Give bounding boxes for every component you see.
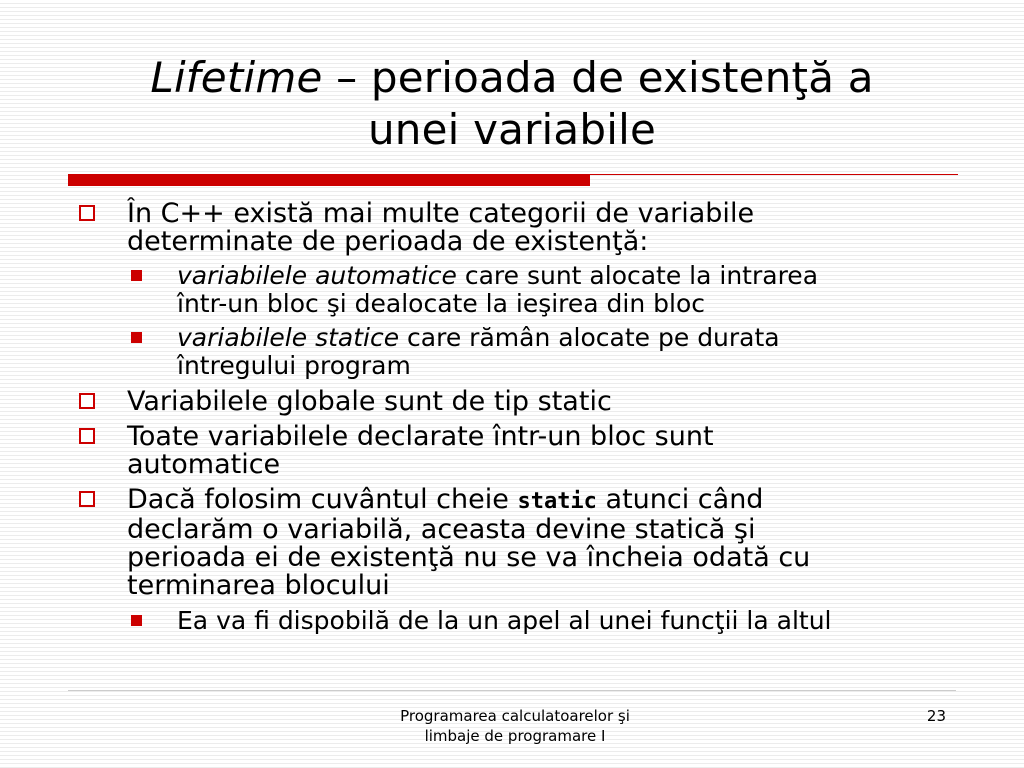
bullet-text-post: atunci când — [596, 484, 764, 515]
bullet-block-variables — [127, 423, 714, 479]
keyword-static: static — [517, 489, 597, 514]
subbullet-text-line: într-un bloc şi dealocate la ieşirea din bloc — [177, 289, 706, 318]
page-number: 23 — [926, 707, 946, 725]
footer-line: Programarea calculatoarelor şi — [400, 707, 630, 725]
bullet-text-line: Variabilele globale sunt de tip static — [127, 386, 612, 417]
bullet-static-keyword — [127, 486, 810, 600]
subbullet-text-line: Ea va fi dispobilă de la un apel al unei funcţii la altul — [177, 606, 832, 635]
bullet-text-line: determinate de perioada de existenţă: — [127, 226, 649, 257]
title-line2: unei variabile — [367, 105, 656, 154]
bullet-text-line: automatice — [127, 449, 281, 480]
subbullet-text-line — [177, 262, 818, 290]
footer-line: limbaje de programare I — [424, 727, 606, 745]
bullet-text-line: declarăm o variabilă, aceasta devine statică şi — [127, 514, 756, 545]
term-static-variables: variabilele statice — [177, 323, 400, 352]
hollow-square-bullet-icon — [79, 428, 95, 444]
solid-square-bullet-icon — [131, 270, 142, 281]
bullet-text-line: În C++ există mai multe categorii de variabile — [127, 198, 755, 229]
subbullet-static-variables — [177, 324, 780, 380]
bullet-text-line: perioada ei de existenţă nu se va încheia odată cu — [127, 542, 811, 573]
subbullet-text-line: întregului program — [177, 351, 411, 380]
bullet-text-pre: Dacă folosim cuvântul cheie — [127, 484, 518, 515]
hollow-square-bullet-icon — [79, 205, 95, 221]
hollow-square-bullet-icon — [79, 491, 95, 507]
subbullet-automatic-variables — [177, 262, 818, 318]
subbullet-function-calls — [177, 607, 831, 635]
bullet-text-line: Toate variabilele declarate într-un bloc sunt — [127, 421, 714, 452]
bullet-text-line: terminarea blocului — [127, 570, 390, 601]
bullet-text-line — [127, 486, 810, 516]
bullet-variable-categories — [127, 200, 754, 256]
title-italic: Lifetime — [150, 53, 323, 102]
footer-divider — [68, 690, 956, 691]
footer-course-name — [330, 706, 700, 746]
solid-square-bullet-icon — [131, 615, 142, 626]
subbullet-text-rest: care rămân alocate pe durata — [399, 323, 780, 352]
term-automatic-variables: variabilele automatice — [177, 261, 457, 290]
solid-square-bullet-icon — [131, 332, 142, 343]
title-line1-rest: – perioada de existenţă a — [322, 53, 874, 102]
subbullet-text-rest: care sunt alocate la intrarea — [456, 261, 819, 290]
hollow-square-bullet-icon — [79, 393, 95, 409]
bullet-global-variables — [127, 388, 612, 416]
subbullet-text-line — [177, 324, 780, 352]
